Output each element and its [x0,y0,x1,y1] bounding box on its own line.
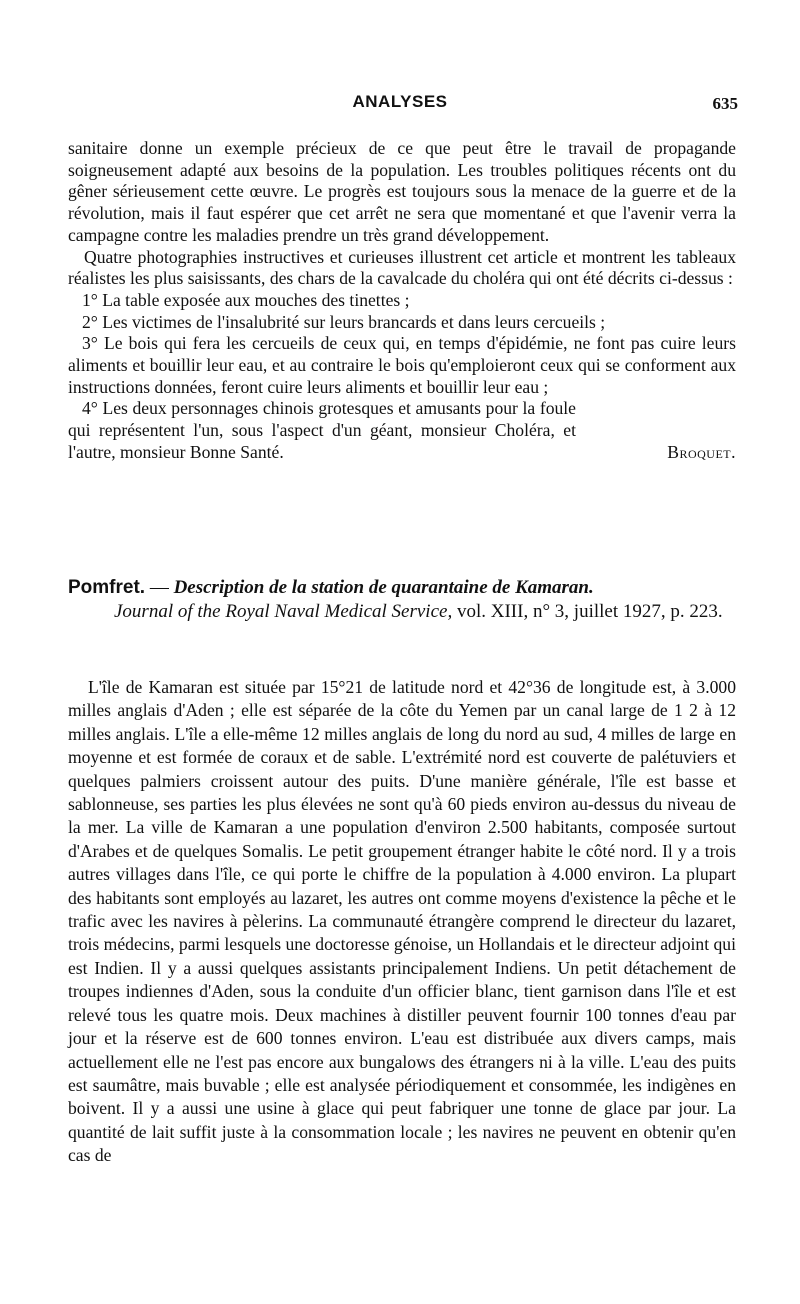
article-journal: Journal of the Royal Naval Medical Service, [114,601,453,622]
article-dash: — [145,577,174,598]
article-title: Description de la station de quarantaine de Kamaran. [173,577,594,598]
review-text [68,138,736,464]
page-number: 635 [712,94,738,113]
review-paragraph-1: sanitaire donne un exemple précieux de ce que peut être le travail de propagande soigneusement adapté aux besoins de la population. Les troubles politiques récents ont du gêner sérieusement cette œuvre. Le progrès est toujours sous la menace de la guerre et de la révolution, mais il faut espérer que cet arrêt ne sera que momentané et que l'avenir verra la campagne contre les maladies prendre un très grand développement. [68,138,736,245]
list-item-4: 4° Les deux personnages chinois grotesques et amusants pour la foule qui représentent l'un, sous l'aspect d'un géant, monsieur Choléra, et l'autre, monsieur Bonne Santé. [68,398,576,462]
list-item-3: 3° Le bois qui fera les cercueils de ceux qui, en temps d'épidémie, ne font pas cuire leurs aliments et bouillir leur eau, et au contraire le bois qu'emploieront ceux qui se conforment aux instructions données, feront cuire leurs aliments et bouillir leur eau ; [68,333,736,397]
review-paragraph-2: Quatre photographies instructives et curieuses illustrent cet article et montrent les tableaux réalistes les plus saisissants, des chars de la cavalcade du choléra qui ont été décrits ci-dessus : [68,246,736,289]
article-details: vol. XIII, n° 3, juillet 1927, p. 223. [452,601,723,622]
reviewer-signature: Broquet. [667,441,736,462]
list-item-1: 1° La table exposée aux mouches des tinettes ; [82,289,410,310]
running-head [0,92,800,116]
article-paragraph: L'île de Kamaran est située par 15°21 de latitude nord et 42°36 de longitude est, à 3.000 milles anglais d'Aden ; elle est séparée de la côte du Yemen par un canal large de 1 2 à 12 milles anglais. L'île a elle-même 12 milles anglais de long du nord au sud, 4 milles de large en moyenne et est formée de coraux et de sable. L'extrémité nord est couverte de palétuviers et quelques palmiers croissent autour des puits. D'une manière générale, l'île est basse et sablonneuse, ses parties les plus élevées ne sont qu'à 60 pieds environ au-dessus du niveau de la mer. La ville de Kamaran a une population d'environ 2.500 habitants, composée surtout d'Arabes et de quelques Somalis. Le petit groupement étranger habite le côté nord. Il y a trois autres villages dans l'île, ce qui porte le chiffre de la population à 4.000 environ. La plupart des habitants sont employés au lazaret, les autres ont comme moyens d'existence la pêche et le trafic avec les navires à pèlerins. La communauté étrangère comprend le directeur du lazaret, trois médecins, parmi lesquels une doctoresse génoise, un Hollandais et le directeur adjoint qui est Indien. Il y a aussi quelques assistants principalement Indiens. Un petit détachement de troupes indiennes d'Aden, sous la conduite d'un officier blanc, tient garnison dans l'île et est relevé tous les quatre mois. Deux machines à distiller peuvent fournir 100 tonnes d'eau par jour et la réserve est de 600 tonnes environ. L'eau est distribuée aux divers camps, mais actuellement elle ne l'est pas encore aux bungalows des étrangers ni à la ville. L'eau des puits est saumâtre, mais buvable ; elle est analysée périodiquement et consommée, les indigènes en boivent. Il y a aussi une usine à glace qui peut fabriquer une tonne de glace par jour. La quantité de lait suffit juste à la consommation locale ; les navires ne peuvent en obtenir qu'en cas de [68,677,736,1166]
article-body [68,676,736,1168]
list-item-2: 2° Les victimes de l'insalubrité sur leurs brancards et dans leurs cercueils ; [82,311,606,332]
article-heading [68,576,736,624]
running-head-title: ANALYSES [352,92,448,111]
article-author: Pomfret. [68,577,146,598]
